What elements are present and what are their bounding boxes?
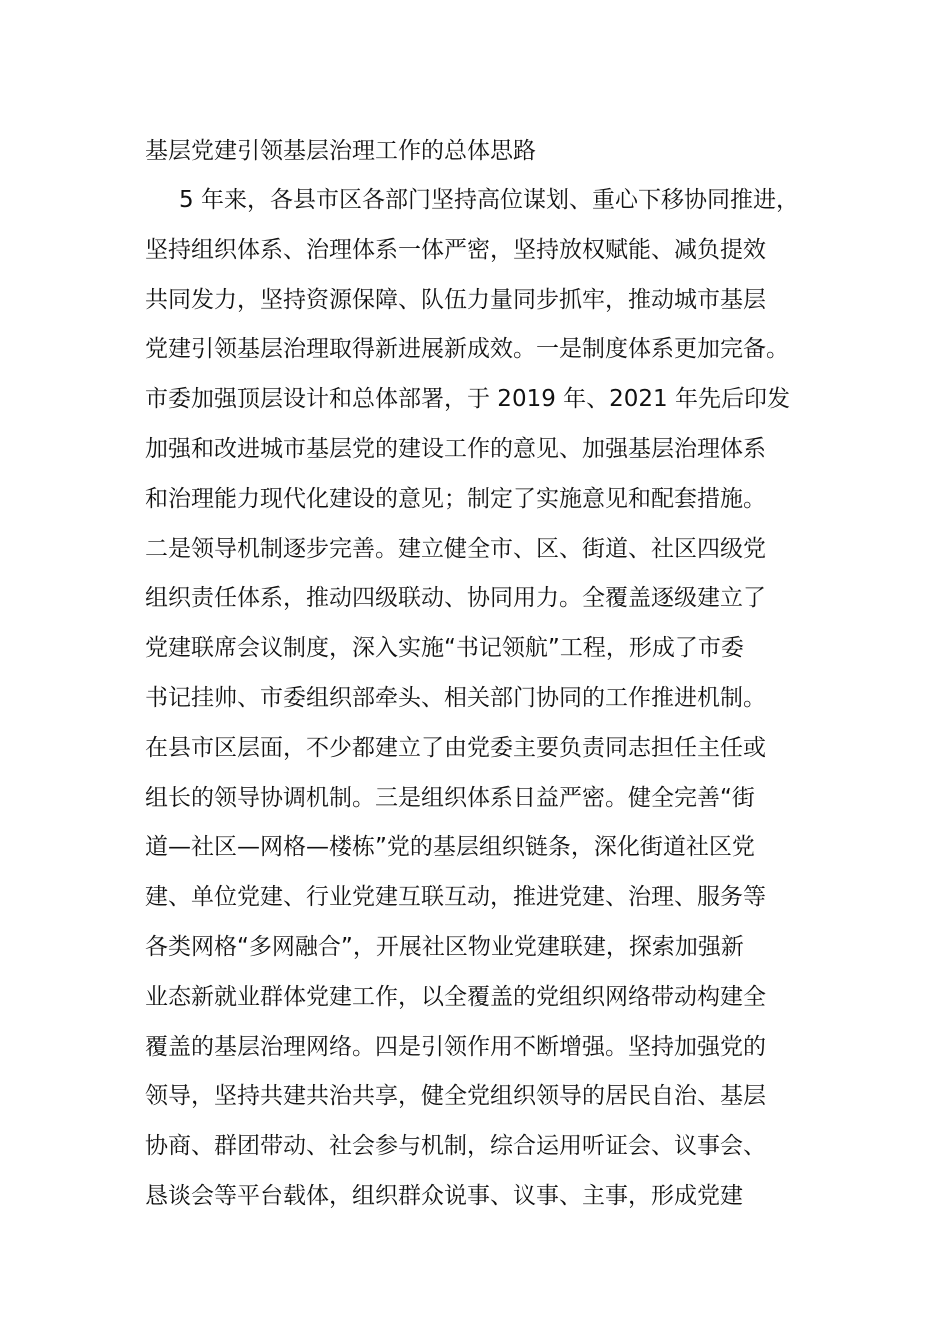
paragraph-line: 各类网格“多网融合”，开展社区物业党建联建，探索加强新 bbox=[145, 933, 744, 960]
paragraph-line: 在县市区层面，不少都建立了由党委主要负责同志担任主任或 bbox=[145, 734, 766, 761]
paragraph-line: 坚持组织体系、治理体系一体严密，坚持放权赋能、减负提效 bbox=[145, 236, 766, 263]
paragraph-line: 组织责任体系，推动四级联动、协同用力。全覆盖逐级建立了 bbox=[145, 585, 766, 612]
paragraph-line: 协商、群团带动、社会参与机制，综合运用听证会、议事会、 bbox=[145, 1133, 766, 1160]
paragraph-line: 和治理能力现代化建设的意见；制定了实施意见和配套措施。 bbox=[145, 485, 766, 512]
paragraph-line: 书记挂帅、市委组织部牵头、相关部门协同的工作推进机制。 bbox=[145, 684, 766, 711]
paragraph-line: 建、单位党建、行业党建互联互动，推进党建、治理、服务等 bbox=[145, 884, 766, 911]
paragraph-line: 5 年来，各县市区各部门坚持高位谋划、重心下移协同推进， bbox=[179, 187, 799, 213]
paragraph-line: 党建联席会议制度，深入实施“书记领航”工程，形成了市委 bbox=[145, 635, 744, 662]
paragraph-line: 组长的领导协调机制。三是组织体系日益严密。健全完善“街 bbox=[145, 784, 755, 811]
paragraph-line: 党建引领基层治理取得新进展新成效。一是制度体系更加完备。 bbox=[145, 336, 789, 363]
paragraph-line: 业态新就业群体党建工作，以全覆盖的党组织网络带动构建全 bbox=[145, 983, 766, 1010]
paragraph-line: 共同发力，坚持资源保障、队伍力量同步抓牢，推动城市基层 bbox=[145, 286, 766, 313]
document-heading: 基层党建引领基层治理工作的总体思路 bbox=[145, 138, 536, 164]
paragraph-line: 二是领导机制逐步完善。建立健全市、区、街道、社区四级党 bbox=[145, 535, 766, 562]
document-body bbox=[145, 126, 815, 1222]
paragraph-line: 道—社区—网格—楼栋”党的基层组织链条，深化街道社区党 bbox=[145, 834, 755, 861]
paragraph-line: 领导，坚持共建共治共享，健全党组织领导的居民自治、基层 bbox=[145, 1083, 766, 1110]
paragraph-line: 恳谈会等平台载体，组织群众说事、议事、主事，形成党建 bbox=[145, 1182, 743, 1209]
paragraph-line: 市委加强顶层设计和总体部署，于 2019 年、2021 年先后印发 bbox=[145, 386, 790, 413]
paragraph-line: 覆盖的基层治理网络。四是引领作用不断增强。坚持加强党的 bbox=[145, 1033, 766, 1060]
paragraph-line: 加强和改进城市基层党的建设工作的意见、加强基层治理体系 bbox=[145, 435, 766, 462]
